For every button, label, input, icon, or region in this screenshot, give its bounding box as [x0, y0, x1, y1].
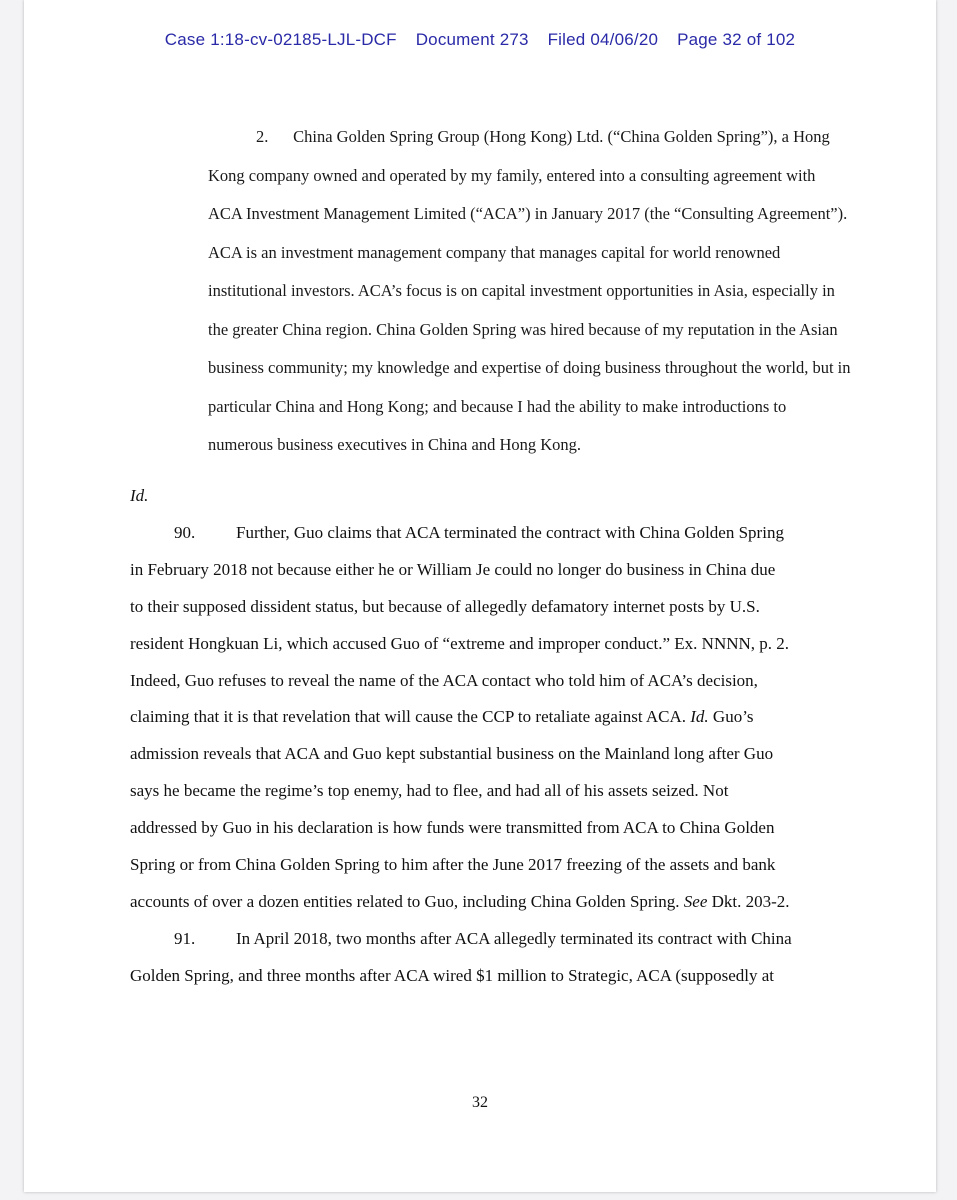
see-signal: See [683, 891, 708, 911]
paragraph-91-line: 91. In April 2018, two months after ACA allegedly terminated its contract with China [130, 921, 830, 958]
id-citation: Id. [130, 486, 149, 505]
quote-line: Kong company owned and operated by my family, entered into a consulting agreement with [208, 165, 816, 185]
id-citation-inline: Id. [690, 707, 709, 727]
quote-line: ACA is an investment management company that manages capital for world renowned [208, 242, 781, 262]
paragraph-90-line: addressed by Guo in his declaration is how funds were transmitted from ACA to China Golden [130, 818, 775, 838]
document-number: Document 273 [415, 30, 529, 49]
quote-line: business community; my knowledge and expertise of doing business throughout the world, but in [208, 358, 851, 377]
paragraph-90-line: claiming that it is that revelation that will cause the CCP to retaliate against ACA. Id. Guo’s [130, 707, 754, 727]
case-number: Case 1:18-cv-02185-LJL-DCF [164, 30, 397, 49]
quote-line: particular China and Hong Kong; and because I had the ability to make introductions to [208, 396, 787, 416]
quote-line: ACA Investment Management Limited (“ACA”) in January 2017 (the “Consulting Agreement”). [208, 204, 848, 223]
paragraph-90-line: Indeed, Guo refuses to reveal the name of the ACA contact who told him of ACA’s decision, [130, 670, 758, 690]
paragraph-90-line: resident Hongkuan Li, which accused Guo of “extreme and improper conduct.” Ex. NNNN, p. 2. [130, 633, 790, 653]
quote-line [208, 118, 858, 157]
document-body [130, 478, 830, 995]
page-footer-number: 32 [472, 1094, 488, 1111]
block-quote [208, 118, 858, 465]
paragraph-number: 90. [174, 522, 196, 542]
document-page [24, 0, 936, 1192]
quote-text: China Golden Spring Group (Hong Kong) Ltd. (“China Golden Spring”), a Hong [293, 127, 830, 146]
quote-line: institutional investors. ACA’s focus is on capital investment opportunities in Asia, especially in [208, 281, 835, 300]
quote-number: 2. [256, 127, 269, 146]
paragraph-90-line: in February 2018 not because either he or William Je could no longer do business in China due [130, 559, 776, 579]
paragraph-number: 91. [174, 928, 196, 948]
paragraph-90-line: admission reveals that ACA and Guo kept substantial business on the Mainland long after Guo [130, 744, 774, 764]
court-filing-header [24, 30, 936, 50]
quote-line: numerous business executives in China and Hong Kong. [208, 435, 582, 454]
filed-date: Filed 04/06/20 [547, 30, 659, 49]
paragraph-91-line: Golden Spring, and three months after ACA wired $1 million to Strategic, ACA (supposedly at [130, 965, 775, 985]
paragraph-90-line: to their supposed dissident status, but because of allegedly defamatory internet posts by U.S. [130, 596, 760, 616]
paragraph-90-line: Spring or from China Golden Spring to him after the June 2017 freezing of the assets and bank [130, 855, 776, 875]
quote-line: the greater China region. China Golden Spring was hired because of my reputation in the Asian [208, 319, 838, 339]
paragraph-90-line: says he became the regime’s top enemy, had to flee, and had all of his assets seized. Not [130, 781, 729, 801]
page-indicator: Page 32 of 102 [677, 30, 796, 49]
paragraph-90-line: accounts of over a dozen entities related to Guo, including China Golden Spring. See Dkt. 203-2. [130, 891, 790, 911]
paragraph-90-line: 90. Further, Guo claims that ACA terminated the contract with China Golden Spring [130, 515, 830, 552]
